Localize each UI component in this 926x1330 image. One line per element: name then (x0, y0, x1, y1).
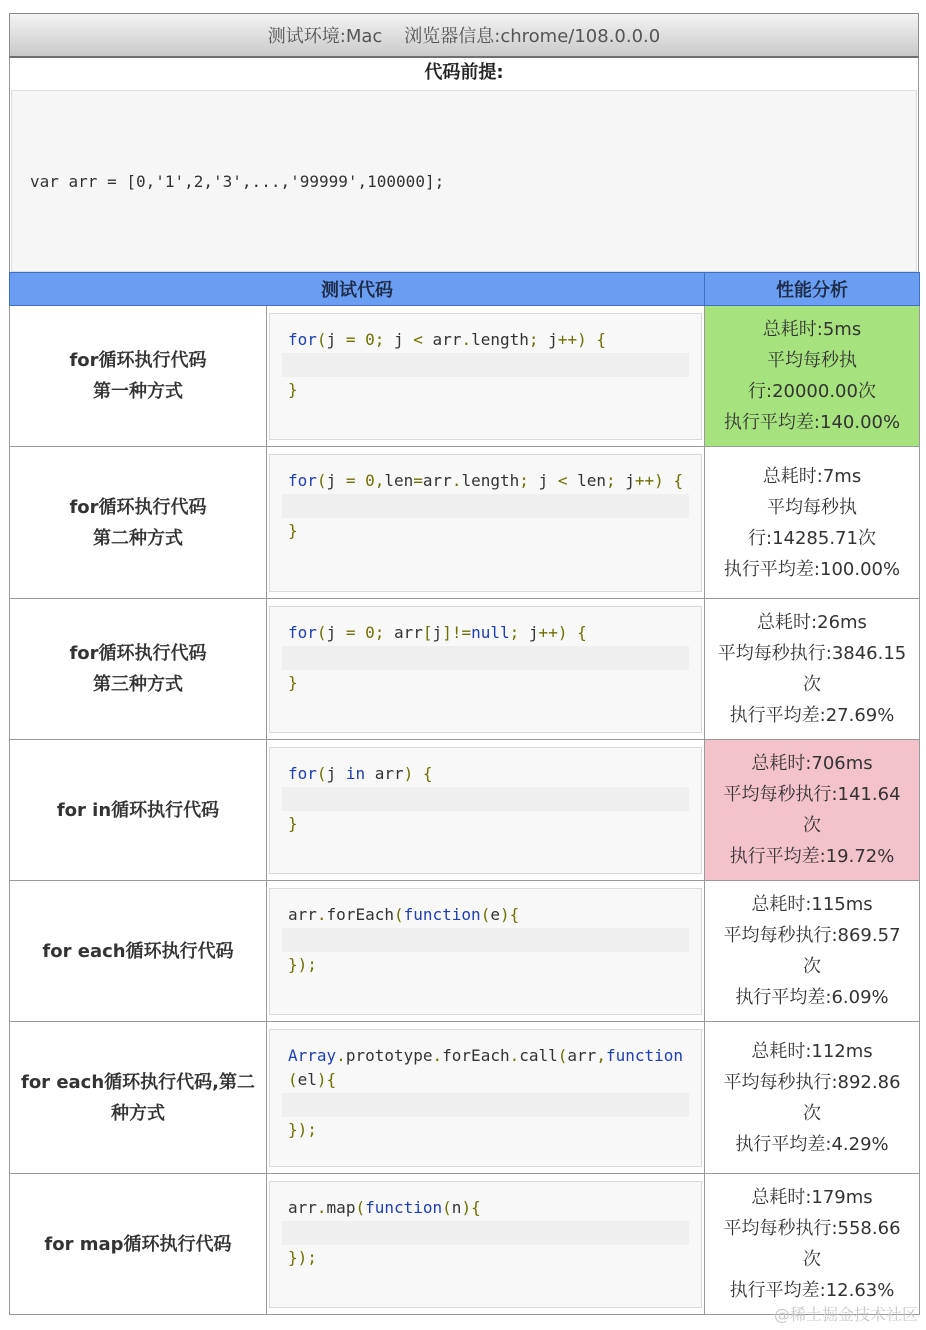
code-line-open: arr.map(function(n){ (288, 1197, 481, 1217)
table-row (10, 599, 920, 740)
performance-line: 次 (803, 956, 821, 977)
code-block (269, 454, 702, 592)
code-line-blank (282, 1221, 689, 1245)
test-name-cell (10, 881, 267, 1022)
performance-line: 次 (803, 1249, 821, 1270)
code-line-open: arr.forEach(function(e){ (288, 904, 520, 924)
test-name-line: for map循环执行代码 (44, 1233, 232, 1255)
code-premise-section (9, 58, 919, 272)
code-line-blank (282, 787, 689, 811)
test-name-line: for循环执行代码 (69, 350, 207, 371)
header-performance: 性能分析 (705, 273, 920, 306)
test-code-cell (267, 740, 705, 881)
header-test-code: 测试代码 (10, 273, 705, 306)
test-name-cell (10, 1174, 267, 1315)
performance-line: 次 (803, 815, 821, 836)
code-line-close: }); (288, 954, 317, 974)
test-environment: 测试环境:Mac (267, 26, 383, 47)
performance-line: 执行平均差:6.09% (735, 987, 889, 1008)
performance-line: 执行平均差:12.63% (729, 1280, 895, 1301)
test-code-cell (267, 447, 705, 599)
code-premise-title: 代码前提: (424, 62, 504, 83)
performance-line: 总耗时:179ms (751, 1187, 873, 1208)
performance-cell (705, 599, 920, 740)
code-block (269, 1029, 702, 1167)
test-code-cell (267, 599, 705, 740)
performance-line: 执行平均差:27.69% (729, 705, 895, 726)
test-name-line: for循环执行代码 (69, 496, 207, 518)
benchmark-document (9, 13, 919, 1316)
code-line-close: }); (288, 1247, 317, 1267)
performance-line: 执行平均差:4.29% (735, 1133, 889, 1155)
test-code-cell (267, 1174, 705, 1315)
test-code-cell (267, 1022, 705, 1174)
code-line-close: } (288, 379, 298, 399)
performance-cell (705, 447, 920, 599)
code-line-open: for(j = 0; arr[j]!=null; j++) { (288, 622, 587, 642)
performance-cell (705, 1022, 920, 1174)
code-premise-text: var arr = [0,'1',2,'3',...,'99999',100000]; (30, 171, 445, 191)
test-name-line: for each循环执行代码 (42, 940, 234, 962)
performance-line: 总耗时:7ms (762, 465, 862, 487)
code-line-blank (282, 646, 689, 670)
performance-line: 执行平均差:19.72% (729, 846, 895, 867)
test-name-line: for each循环执行代码,第二 (20, 1071, 256, 1093)
performance-line: 总耗时:26ms (757, 612, 867, 633)
performance-line: 平均每秒执 (767, 350, 857, 371)
test-name-line: 第一种方式 (93, 381, 183, 402)
performance-line: 行:14285.71次 (748, 527, 876, 549)
table-row (10, 881, 920, 1022)
table-row (10, 306, 920, 447)
performance-cell (705, 306, 920, 447)
code-block (269, 1181, 702, 1308)
code-block (269, 747, 702, 874)
code-line-open: for(j in arr) { (288, 763, 433, 783)
code-line-blank (282, 353, 689, 377)
code-line-close: } (288, 672, 298, 692)
test-code-cell (267, 881, 705, 1022)
code-line-close: } (288, 813, 298, 833)
performance-line: 行:20000.00次 (748, 381, 876, 402)
performance-line: 平均每秒执行:3846.15 (717, 643, 907, 664)
code-premise-block (11, 90, 917, 272)
browser-info: 浏览器信息:chrome/108.0.0.0 (404, 26, 661, 47)
environment-bar (9, 13, 919, 58)
test-code-cell (267, 306, 705, 447)
test-name-line: for循环执行代码 (69, 643, 207, 664)
table-row (10, 740, 920, 881)
code-line-close: } (288, 520, 298, 540)
code-line-close: }); (288, 1119, 317, 1139)
performance-line: 平均每秒执行:558.66 (723, 1218, 901, 1239)
code-line-open: for(j = 0; j < arr.length; j++) { (288, 329, 606, 349)
code-line-blank (282, 1093, 689, 1117)
code-line-blank (282, 494, 689, 518)
watermark: @稀土掘金技术社区 (773, 1305, 918, 1324)
test-name-cell (10, 599, 267, 740)
performance-line: 执行平均差:140.00% (723, 412, 901, 433)
table-row (10, 447, 920, 599)
table-row (10, 1022, 920, 1174)
performance-line: 平均每秒执 (767, 496, 857, 518)
performance-line: 平均每秒执行:869.57 (723, 925, 901, 946)
test-name-cell (10, 740, 267, 881)
code-line-open: Array.prototype.forEach.call(arr,function(el){ (288, 1045, 684, 1089)
performance-line: 执行平均差:100.00% (723, 558, 901, 580)
test-name-line: for in循环执行代码 (56, 799, 220, 821)
test-name-line: 种方式 (111, 1102, 165, 1124)
performance-line: 总耗时:706ms (751, 753, 873, 774)
code-line-open: for(j = 0,len=arr.length; j < len; j++) { (288, 470, 684, 490)
performance-line: 总耗时:5ms (762, 319, 862, 340)
table-header-row (10, 273, 920, 306)
test-name-cell (10, 1022, 267, 1174)
performance-cell (705, 881, 920, 1022)
table-body (10, 306, 920, 1315)
code-block (269, 606, 702, 733)
performance-line: 总耗时:115ms (751, 894, 873, 915)
code-line-blank (282, 928, 689, 952)
performance-line: 次 (803, 1102, 821, 1124)
performance-line: 平均每秒执行:141.64 (723, 784, 901, 805)
test-name-line: 第二种方式 (93, 527, 183, 549)
performance-cell (705, 1174, 920, 1315)
code-block (269, 888, 702, 1015)
benchmark-table (9, 272, 920, 1315)
test-name-cell (10, 447, 267, 599)
code-block (269, 313, 702, 440)
test-name-cell (10, 306, 267, 447)
test-name-line: 第三种方式 (93, 674, 183, 695)
performance-cell (705, 740, 920, 881)
performance-line: 次 (803, 674, 821, 695)
table-row (10, 1174, 920, 1315)
performance-line: 总耗时:112ms (751, 1040, 873, 1062)
performance-line: 平均每秒执行:892.86 (723, 1071, 901, 1093)
